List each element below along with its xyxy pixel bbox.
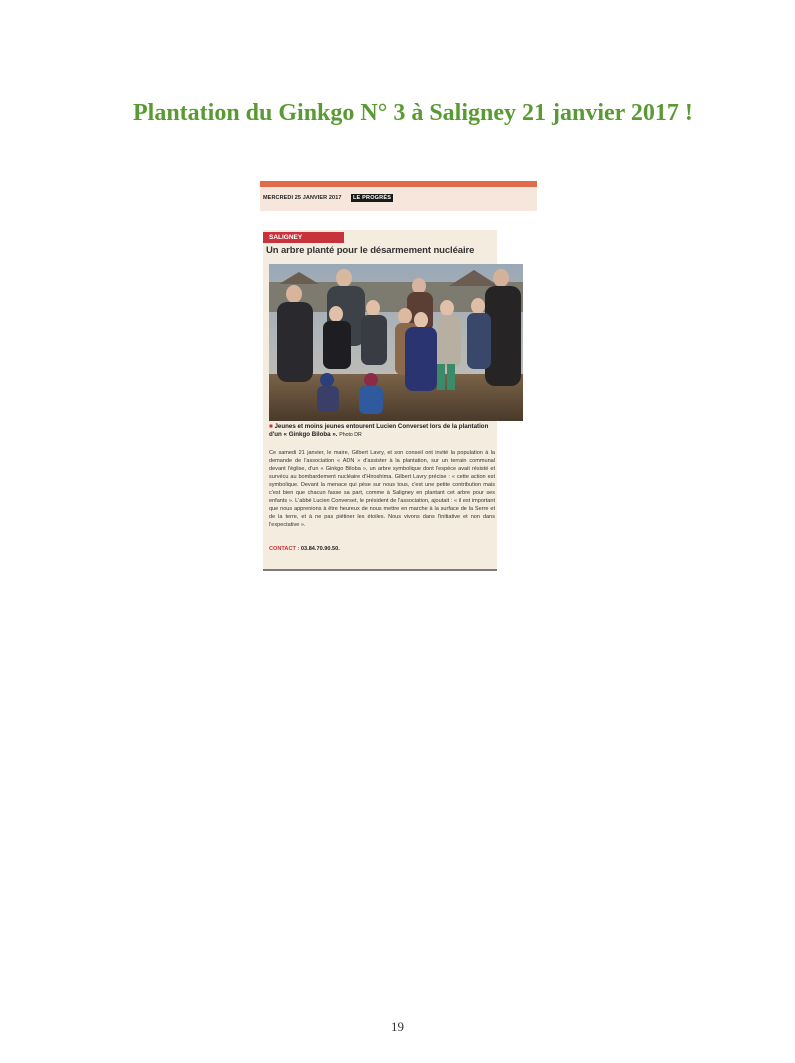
contact-label: CONTACT : — [269, 546, 300, 552]
article-body: Ce samedi 21 janvier, le maire, Gilbert Lavry, et son conseil ont invité la population à la demande de l'association « ADN » d'assister à la plantation, sur un terrain communal devant l'église, d'un « Ginkgo Biloba », un arbre symbolique dont l'espèce avait résisté et survécu au bombardement nucléaire d'Hiroshima. Gilbert Lavry précise : « cette action est symbolique. Devant la menace qui pèse sur nous tous, c'est une petite contribution mais c'est bien que chacun fasse sa part, comme à Saligney en plantant cet arbre pour ses enfants ». L'abbé Lucien Converset, le président de l'association, ajoutait : « il est important que nous apprenions à être heureux de nous mettre en marche à la surface de la Serre et de la terre, et à ne pas piétiner les étoiles. Nous vivons dans l'initiative et non dans l'expectative ». — [269, 450, 495, 529]
newspaper-name: LE PROGRÈS — [353, 195, 392, 201]
caption-text: Jeunes et moins jeunes entourent Lucien Converset lors de la plantation d'un « Ginkgo Biloba ». — [269, 423, 489, 438]
newspaper-clipping — [260, 181, 537, 573]
article-contact — [269, 546, 340, 552]
contact-value: 03.84.70.90.50. — [300, 546, 340, 552]
article — [263, 230, 497, 571]
page-number: 19 — [391, 1019, 404, 1034]
clipping-date: MERCREDI 25 JANVIER 2017 — [263, 195, 342, 201]
group-photo-image — [269, 264, 523, 421]
page-title: Plantation du Ginkgo N° 3 à Saligney 21 janvier 2017 ! — [133, 100, 693, 126]
photo-caption — [269, 423, 497, 439]
section-tag: SALIGNEY — [263, 232, 344, 243]
article-headline: Un arbre planté pour le désarmement nucléaire — [266, 245, 475, 256]
clipping-header — [260, 181, 537, 211]
photo-credit: Photo DR — [339, 431, 362, 438]
article-photo — [269, 264, 523, 421]
caption-bullet-icon: ■ — [269, 423, 273, 430]
